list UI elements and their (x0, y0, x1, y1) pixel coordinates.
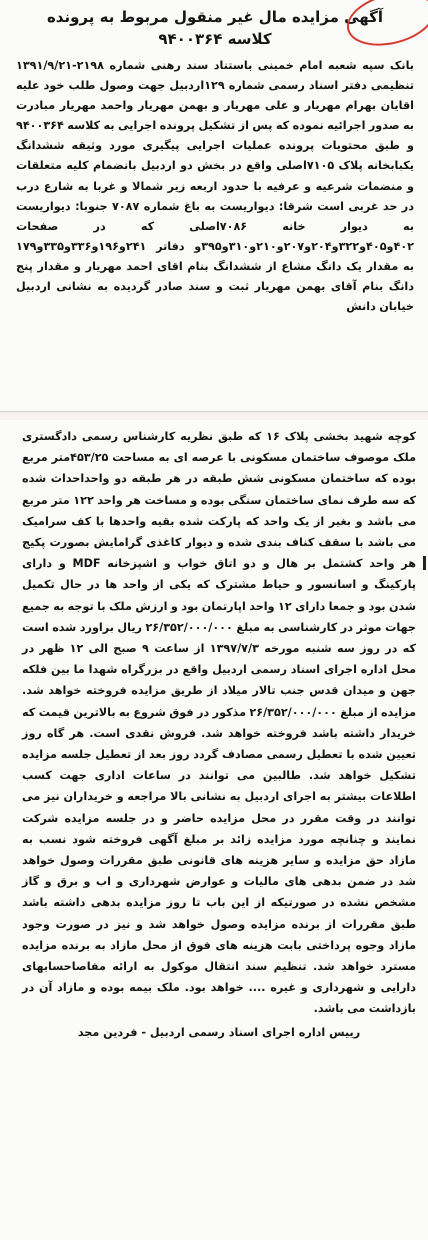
notice-paragraph-2: کوچه شهید بخشی پلاک ۱۶ که طبق نظریه کارشناس رسمی دادگستری ملک موصوف ساختمان مسکونی با عرصه ای به مساحت ۴۵۳/۲۵متر مربع بوده که ساختمان مسکونی شش طبقه در هر طبقه دو واحداحداث شده که سه طرف نمای ساختمان سنگی بوده و مساخت هر واحد ۱۲۲ متر مربع می باشد و بغیر از یک واحد که پارکت شده بقیه واحدها با کف سرامیک می باشد با سقف کناف بندی شده و دیوار کاغذی گرامایش بصورت پکیج هر واحد کشتمل بر هال و دو اتاق خواب و اشپزخانه MDF و دارای پارکینگ و اسانسور و حیاط مشترک که یکی از واحد ها در حال تکمیل شدن بود و جمعا دارای ۱۲ واحد اپارتمان بود و ارزش ملک با توجه به جمیع جهات موثر در کارشناسی به مبلغ ۲۶/۳۵۲/۰۰۰/۰۰۰ ریال براورد شده است که در روز سه شنبه مورخه ۱۳۹۷/۷/۳ از ساعت ۹ صبح الی ۱۲ ظهر در محل اداره اجرای اسناد رسمی اردبیل واقع در بزرگراه شهدا ما بین فلکه جهن و میدان قدس جنب تالار میلاد از طریق مزایده فروخته خواهد شد. مزایده از مبلغ ۲۶/۳۵۲/۰۰۰/۰۰۰ مذکور در فوق شروع به بالاترین قیمت که خریدار داشته باشد فروخته خواهد شد. فروش نقدی است. هر گاه روز تعیین شده با تعطیل رسمی مصادف گردد روز بعد از تعطیل جلسه مزایده تشکیل خواهد شد. طالبین می توانند در ساعات اداری جهت کسب اطلاعات بیشتر به اجرای اردبیل به نشانی بالا مراجعه و خریداران نیز می توانند در وقت مقرر در محل مزایده حاضر و در جلسه مزایده شرکت نمایند و چنانچه مورد مزایده زائد بر مبلغ آگهی فروخته شود نسب به مازاد حق مزایده و سایر هزینه های قانونی طبق مقررات وصول خواهد شد در ضمن بدهی های مالیات و عوارض شهرداری و اب و برق و گاز مشخص نشده در صورتیکه از این باب تا روز مزایده بدهی داشته باشد طبق مقررات از برنده مزایده وصول خواهد شد و نیز در صورت وجود مازاد وجوه پرداختی بابت هزینه های فوق از محل مازاد به برنده مزایده مسترد خواهد شد. تنظیم سند انتقال موکول به ارائه مفاصاحسابهای دارایی و شهرداری و غیره .... خواهد بود. ملک بیمه بوده و مازاد آن در بازداشت می باشد. (22, 430, 417, 1016)
notice-paragraph-1: بانک سپه شعبه امام خمینی باستناد سند رهنی شماره ۲۱۹۸-۱۳۹۱/۹/۲۱ تنظیمی دفتر اسناد رسمی شماره ۱۲۹اردبیل جهت وصول طلب خود علیه اقایان بهرام مهریار و علی مهریار و بهمن مهریار واحمد مهریار مبادرت به صدور اجرائیه نموده که پس از تشکیل پرونده اجرایی به کلاسه ۹۴۰۰۳۶۴ و طبق محتویات پرونده عملیات اجرایی پیگیری مورد وثیقه ششدانگ یکبابخانه پلاک ۷۱۰۵اصلی واقع در بخش دو اردبیل بانضمام کلیه متعلقات و منضمات شرعیه و عرفیه با حدود اربعه زیر شمالا و غربا به شارع درب در حد غربی است شرقا: دیواریست به باغ شماره ۷۰۸۷ جنوبا: دیواریست به دیوار خانه ۷۰۸۶اصلی که در صفحات ۴۰۲و۴۰۵و۳۲۲و۲۰۴و۲۰۷و۲۱۰و۳۱۰و۳۹۵و دفاتر ۲۴۱و۱۹۶و۳۳۶و۳۳۵و۱۷۹ به مقدار یک دانگ مشاع از ششدانگ بنام اقای احمد مهریار و مقدار پنج دانگ بنام آقای بهمن مهریار ثبت و سند صادر گردیده به نشانی اردبیل خیابان دانش (16, 59, 415, 314)
notice-clip-top (0, 0, 428, 412)
signature-line: رییس اداره اجرای اسناد رسمی اردبیل - فردین مجد (77, 1025, 361, 1039)
case-number: کلاسه ۹۴۰۰۳۶۴ (158, 30, 272, 48)
notice-clip-bottom (0, 420, 428, 1240)
scan-edge-mark (423, 556, 426, 570)
notice-title: آگهی مزایده مال غیر منقول مربوط به پرونده (46, 8, 384, 26)
